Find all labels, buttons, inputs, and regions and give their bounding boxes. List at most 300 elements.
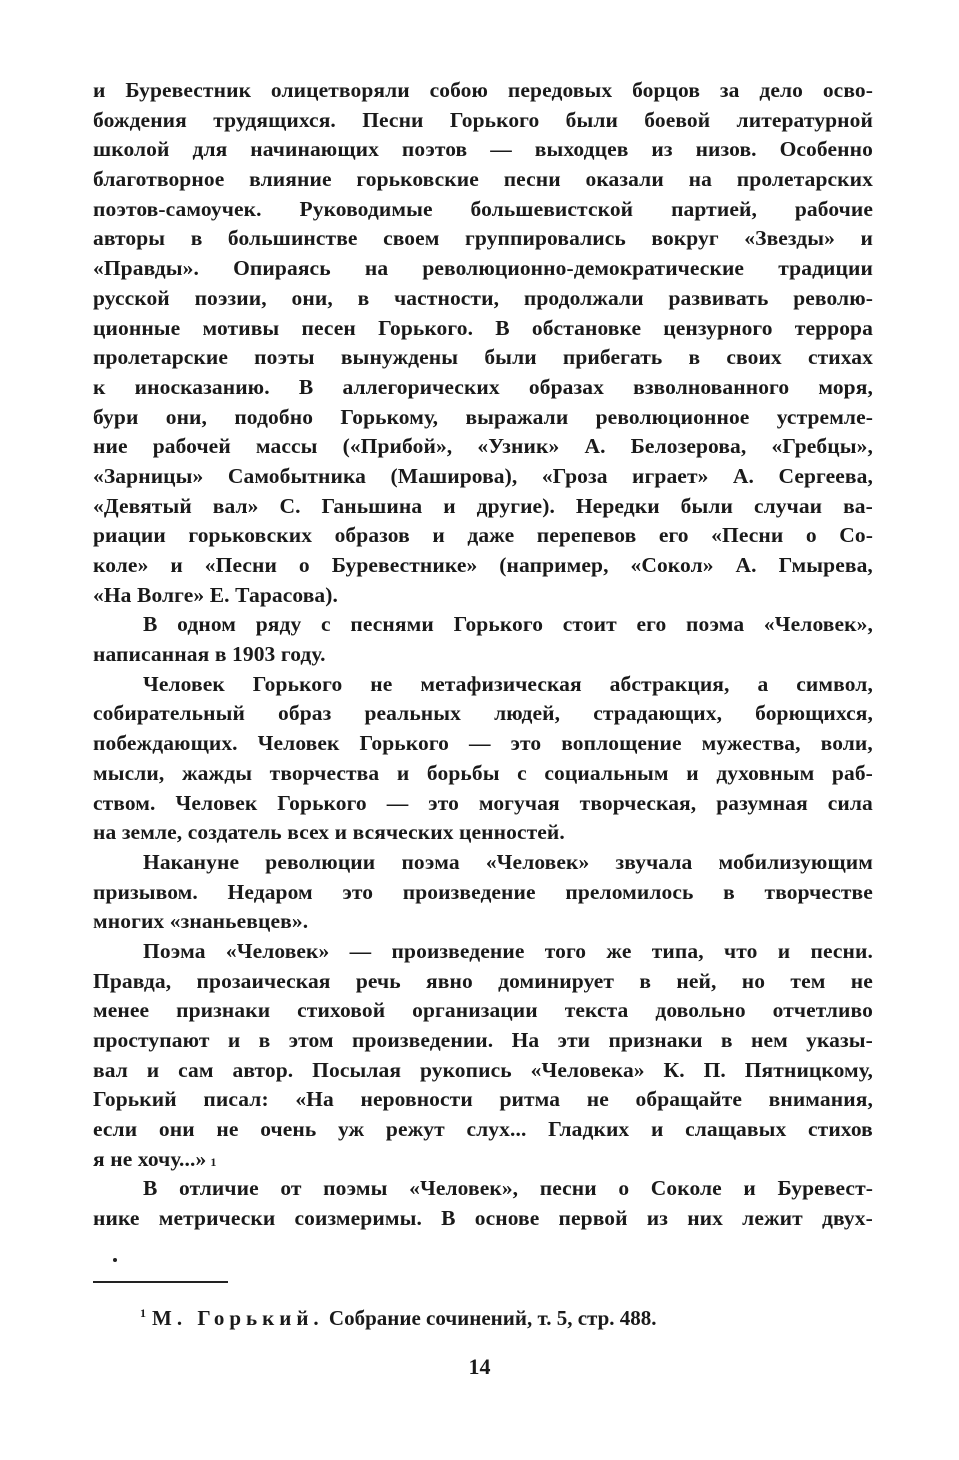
word: школой	[93, 137, 170, 162]
word: революции	[265, 849, 376, 874]
word: на	[688, 167, 712, 192]
word: проступают	[93, 1028, 210, 1052]
word: стихах	[807, 345, 873, 370]
word: и	[146, 1057, 160, 1082]
word: террора	[794, 315, 873, 340]
word: в	[639, 968, 652, 993]
word: могучая	[478, 790, 560, 815]
word: нем	[750, 1028, 788, 1052]
word: С.	[279, 493, 301, 518]
word: вал»	[212, 493, 259, 518]
word: сам	[178, 1057, 214, 1082]
word: звучала	[615, 849, 693, 874]
word: собирательный	[93, 701, 245, 726]
word: моря,	[818, 374, 873, 399]
word: поэма	[685, 612, 745, 637]
word: Человек	[257, 731, 340, 756]
word: ряду	[255, 612, 302, 637]
word: его	[636, 612, 667, 637]
word: уж	[337, 1117, 365, 1142]
word: «Человек»,	[763, 612, 873, 637]
word: Горького	[252, 671, 343, 696]
word: перепевов	[536, 523, 637, 548]
text-line	[93, 462, 873, 492]
word: поэтов-самоучек.	[93, 196, 262, 221]
word: мотивы	[202, 315, 280, 340]
word: Посылая	[312, 1057, 402, 1082]
word: В	[495, 315, 510, 340]
text-line	[93, 1174, 873, 1204]
word: признаки	[608, 1028, 703, 1052]
word: своих	[726, 345, 782, 370]
text-line	[93, 224, 873, 254]
text-line	[93, 343, 873, 373]
text-line: написанная в 1903 году.	[93, 642, 326, 667]
word: бури	[93, 404, 139, 429]
word: П.	[703, 1057, 726, 1082]
text-line	[93, 1204, 873, 1234]
word: эти	[557, 1028, 591, 1052]
word: А.	[735, 553, 757, 577]
word: ние	[93, 434, 128, 459]
word: прибегать	[562, 345, 663, 370]
word: произведении.	[352, 1028, 494, 1052]
word: коле»	[93, 553, 149, 577]
word: Горький	[93, 1087, 177, 1112]
word: На	[511, 1028, 540, 1052]
word: осво-	[822, 78, 873, 102]
text-line: «На Волге» Е. Тарасова).	[93, 582, 339, 607]
word: и	[396, 760, 410, 785]
word: разумная	[716, 790, 808, 815]
word: Руководимые	[299, 196, 433, 221]
text-line	[93, 1026, 873, 1056]
word: борющихся,	[755, 701, 873, 726]
word: песнями	[350, 612, 434, 637]
text-line	[93, 284, 873, 314]
word: и	[443, 493, 456, 518]
word: менее	[93, 998, 150, 1023]
word: «Узник»	[477, 434, 560, 459]
word: не	[586, 1087, 609, 1112]
word: стоит	[562, 612, 617, 637]
word: поэтов	[401, 137, 468, 162]
word: и	[860, 226, 873, 251]
word: текста	[564, 998, 629, 1023]
word: слух...	[466, 1117, 527, 1142]
word: но	[741, 968, 766, 993]
word: —	[469, 731, 491, 756]
word: влияние	[249, 167, 332, 192]
word: боевой	[644, 107, 711, 132]
word: произведение	[402, 879, 536, 904]
text-line	[93, 106, 873, 136]
footnote-marker: 1	[140, 1306, 146, 1320]
word: массы	[255, 434, 318, 459]
word: большинстве	[227, 226, 358, 251]
word: воли,	[820, 731, 873, 756]
word: песен	[301, 315, 356, 340]
word: цензурного	[663, 315, 773, 340]
word: основе	[474, 1206, 540, 1231]
word: духовным	[716, 760, 815, 785]
word: традиции	[778, 256, 873, 281]
word: режут	[385, 1117, 445, 1142]
word: начинающих	[250, 137, 379, 162]
word: вал	[93, 1057, 128, 1082]
word: Горького	[449, 107, 540, 132]
word: «На	[295, 1087, 334, 1112]
text-line	[93, 165, 873, 195]
word: низов.	[695, 137, 757, 162]
word: за	[719, 78, 740, 102]
word: песни	[539, 1176, 597, 1201]
word: Человек	[175, 790, 258, 815]
word: трудящихся.	[213, 107, 336, 132]
word: Гладких	[548, 1117, 630, 1142]
word: если	[93, 1117, 138, 1142]
word: прозаическая	[196, 968, 331, 993]
word: пролетарские	[93, 345, 229, 370]
word: революционно-демократические	[422, 256, 745, 281]
word: мобилизующим	[718, 849, 873, 874]
footnote-reference: 1	[210, 1154, 217, 1169]
word: двух-	[821, 1206, 873, 1231]
word: песни	[503, 167, 561, 192]
word: партией,	[671, 196, 757, 221]
page-number: 14	[468, 1354, 491, 1379]
text-fragment: я не хочу...»	[93, 1146, 207, 1171]
text-line	[93, 551, 873, 581]
word: это	[510, 731, 542, 756]
word: Горького	[277, 790, 367, 815]
text-line	[93, 729, 873, 759]
text-line	[93, 1115, 873, 1145]
word: Особенно	[779, 137, 873, 162]
text-line-with-footnote	[93, 1145, 873, 1175]
word: Песни	[362, 107, 424, 132]
word: метрически	[158, 1206, 276, 1231]
word: «Песни	[711, 523, 784, 548]
text-line	[93, 610, 873, 640]
text-line: на земле, создатель всех и всяческих ценностей.	[93, 820, 565, 845]
text-line	[93, 76, 873, 106]
word: литературной	[736, 107, 873, 132]
word: «Человек»	[225, 938, 330, 963]
text-line	[93, 670, 873, 700]
word: от	[280, 1176, 302, 1201]
word: дело	[759, 78, 803, 102]
word: Горькому,	[340, 404, 439, 429]
word: Горького	[453, 612, 544, 637]
word: и	[686, 760, 699, 785]
text-line	[93, 996, 873, 1026]
text-line	[93, 848, 873, 878]
word: социальным	[544, 760, 669, 785]
word: поэты	[254, 345, 315, 370]
footnote-text: Собрание сочинений, т. 5, стр. 488.	[328, 1306, 657, 1330]
word: «Человек»,	[409, 1176, 519, 1201]
text-line	[93, 432, 873, 462]
word: о	[298, 553, 310, 577]
word: В	[441, 1206, 456, 1231]
word: ней,	[676, 968, 717, 993]
text-line	[93, 759, 873, 789]
word: метафизическая	[420, 671, 582, 696]
word: Сергеева,	[778, 463, 873, 488]
word: это	[342, 879, 374, 904]
word: развивать	[668, 285, 769, 310]
word: Горького.	[378, 315, 474, 340]
text-line	[93, 521, 873, 551]
word: устремле-	[776, 404, 873, 429]
word: в	[190, 226, 203, 251]
word: одном	[177, 612, 237, 637]
word: подобно	[234, 404, 314, 429]
word: группировались	[465, 226, 626, 251]
word: «Девятый	[93, 493, 192, 518]
word: продолжали	[523, 285, 644, 310]
word: стиховой	[297, 998, 386, 1023]
word: рабочие	[794, 196, 873, 221]
word: слащавых	[685, 1117, 787, 1142]
word: организации	[412, 998, 538, 1023]
word: Пятницкому,	[744, 1057, 873, 1082]
word: образ	[278, 701, 332, 726]
word: «Человек»	[485, 849, 590, 874]
word: «Гроза	[541, 463, 608, 488]
word: песни.	[810, 938, 873, 963]
word: отличие	[179, 1176, 259, 1201]
word: указы-	[806, 1028, 873, 1052]
word: с	[321, 612, 331, 637]
word: —	[490, 137, 512, 162]
print-speck	[113, 1258, 117, 1262]
text-line	[93, 1056, 873, 1086]
word: речь	[355, 968, 401, 993]
word: они	[158, 1117, 195, 1142]
word: преломилось	[565, 879, 694, 904]
word: передовых	[507, 78, 613, 102]
word: признаки	[176, 998, 271, 1023]
word: не	[216, 1117, 239, 1142]
word: борцов	[632, 78, 701, 102]
word: неровности	[360, 1087, 473, 1112]
word: вынуждены	[340, 345, 459, 370]
word: случаи	[753, 493, 823, 518]
word: ва-	[843, 493, 873, 518]
word: Ганьшина	[321, 493, 423, 518]
word: обстановке	[531, 315, 642, 340]
word: (например,	[499, 553, 609, 577]
word: «Гребцы»,	[771, 434, 873, 459]
word: они,	[165, 404, 208, 429]
word: что	[723, 938, 758, 963]
word: доминирует	[498, 968, 614, 993]
text-line	[93, 1085, 873, 1115]
word: мысли,	[93, 760, 165, 785]
word: револю-	[793, 285, 873, 310]
word: горьковских	[188, 523, 313, 548]
word: его	[658, 523, 689, 548]
word: тем	[790, 968, 826, 993]
word: это	[428, 790, 459, 815]
text-line	[93, 403, 873, 433]
word: творческая,	[579, 790, 697, 815]
word: ционные	[93, 315, 181, 340]
word: они,	[291, 285, 333, 310]
text-line	[93, 878, 873, 908]
word: были	[680, 493, 734, 518]
word: из	[651, 137, 673, 162]
word: Недаром	[227, 879, 313, 904]
word: с	[517, 760, 527, 785]
word: частности,	[394, 285, 500, 310]
word: рабочей	[152, 434, 231, 459]
word: в	[258, 1028, 271, 1052]
word: Нередки	[575, 493, 660, 518]
word: «Правды».	[93, 256, 199, 281]
word: Поэма	[143, 938, 206, 963]
text-line	[93, 967, 873, 997]
word: в	[723, 879, 735, 904]
word: не	[850, 968, 873, 993]
word: довольно	[655, 998, 746, 1023]
word: выражали	[465, 404, 569, 429]
text-line	[93, 789, 873, 819]
word: произведение	[391, 938, 525, 963]
word: «Сокол»	[630, 553, 714, 577]
word: бождения	[93, 107, 187, 132]
word: и	[777, 938, 791, 963]
word: и	[743, 1176, 756, 1201]
word: образах	[528, 374, 604, 399]
word: и	[93, 78, 106, 102]
word: призывом.	[93, 879, 198, 904]
text-line	[93, 492, 873, 522]
word: Буревест-	[777, 1176, 873, 1201]
word: авторы	[93, 226, 166, 251]
word: сила	[827, 790, 873, 815]
word: большевистской	[470, 196, 634, 221]
word: К.	[663, 1057, 685, 1082]
word: «Человека»	[530, 1057, 645, 1082]
word: автор.	[232, 1057, 294, 1082]
word: В	[143, 1176, 158, 1201]
word: поэзии,	[194, 285, 267, 310]
word: А.	[732, 463, 755, 488]
footnote-author: М. Горький.	[152, 1306, 324, 1330]
word: Гмырева,	[778, 553, 873, 577]
word: а	[757, 671, 769, 696]
text-line	[93, 699, 873, 729]
word: Буревестнике»	[331, 553, 478, 577]
word: для	[192, 137, 228, 162]
word: и	[227, 1028, 241, 1052]
word: были	[565, 107, 619, 132]
word: —	[386, 790, 409, 815]
word: иносказанию.	[134, 374, 270, 399]
word: творчества	[269, 760, 380, 785]
word: взволнованного	[633, 374, 790, 399]
word: Буревестник	[125, 78, 252, 102]
word: А.	[584, 434, 606, 459]
word: риации	[93, 523, 166, 548]
text-line	[93, 254, 873, 284]
word: явно	[426, 968, 473, 993]
word: —	[349, 938, 372, 963]
word: Белозерова,	[630, 434, 747, 459]
word: поэмы	[323, 1176, 388, 1201]
word: побеждающих.	[93, 731, 238, 756]
word: на	[364, 256, 389, 281]
word: в	[688, 345, 701, 370]
word: рукопись	[419, 1057, 512, 1082]
word: другие).	[476, 493, 555, 518]
word: символ,	[796, 671, 873, 696]
word: страдающих,	[593, 701, 723, 726]
word: благотворное	[93, 167, 225, 192]
word: и	[432, 523, 445, 548]
word: (Маширова),	[390, 463, 518, 488]
word: отчетливо	[772, 998, 873, 1023]
word: о	[618, 1176, 630, 1201]
word: и	[170, 553, 183, 577]
word: поэма	[401, 849, 460, 874]
word: не	[370, 671, 393, 696]
page-body	[93, 76, 873, 1234]
text-line	[93, 314, 873, 344]
text-line	[93, 135, 873, 165]
word: внимания,	[768, 1087, 873, 1112]
word: горьковские	[356, 167, 479, 192]
word: лежит	[742, 1206, 803, 1231]
word: первой	[558, 1206, 628, 1231]
word: о	[805, 523, 817, 548]
word: стихов	[808, 1117, 873, 1142]
word: мужества,	[701, 731, 801, 756]
text-line	[93, 195, 873, 225]
text-line	[93, 373, 873, 403]
word: нике	[93, 1206, 140, 1231]
word: В	[143, 612, 158, 637]
word: В	[298, 374, 314, 399]
word: Со-	[839, 523, 873, 548]
word: реальных	[364, 701, 462, 726]
word: собою	[429, 78, 489, 102]
word: воплощение	[561, 731, 682, 756]
word: в	[357, 285, 370, 310]
word: русской	[93, 285, 170, 310]
word: Правда,	[93, 968, 172, 993]
word: олицетворяли	[270, 78, 410, 102]
word: борьбы	[426, 760, 500, 785]
word: аллегорических	[342, 374, 500, 399]
word: пролетарских	[736, 167, 873, 192]
word: вокруг	[651, 226, 719, 251]
word: революционное	[595, 404, 750, 429]
word: оказали	[585, 167, 664, 192]
word: играет»	[632, 463, 709, 488]
word: этом	[288, 1028, 334, 1052]
word: выходцев	[534, 137, 629, 162]
word: в	[720, 1028, 733, 1052]
word: были	[484, 345, 537, 370]
word: Горького	[359, 731, 449, 756]
word: типа,	[651, 938, 704, 963]
word: Самобытника	[227, 463, 367, 488]
word: абстракция,	[609, 671, 730, 696]
